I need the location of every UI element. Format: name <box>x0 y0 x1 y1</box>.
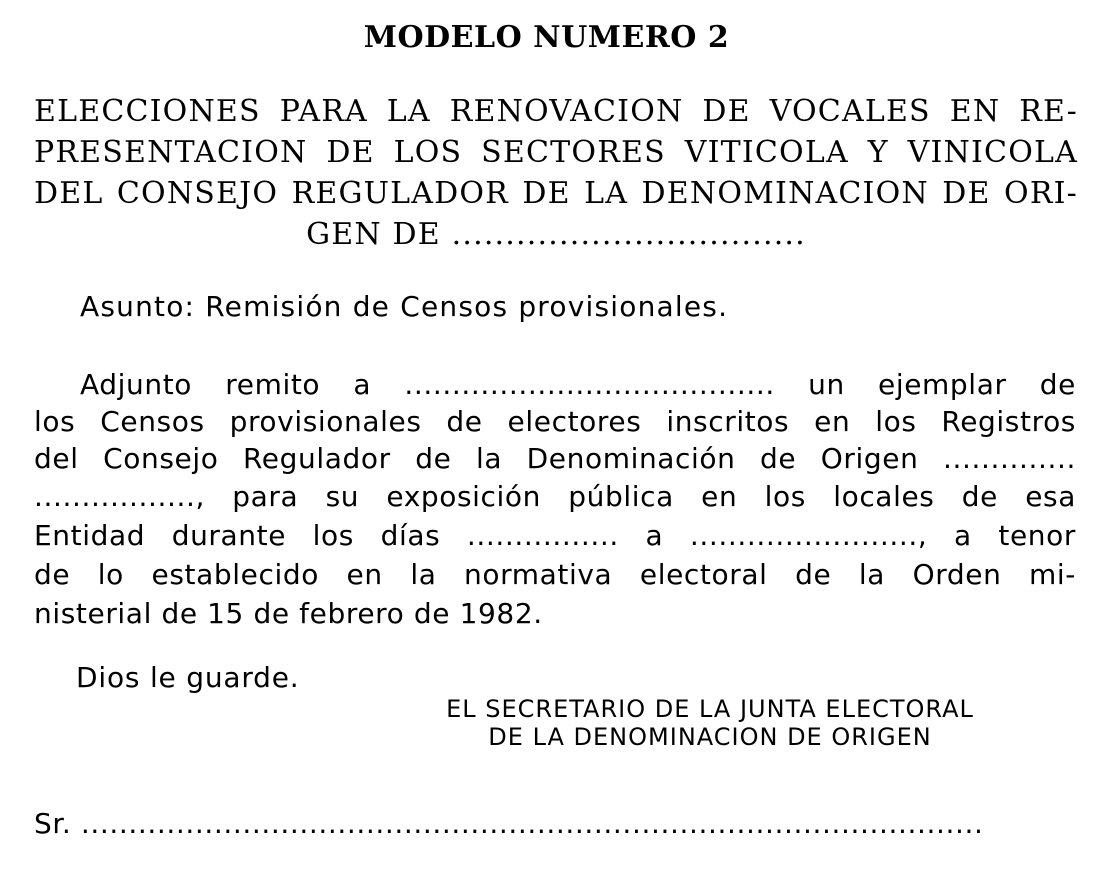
body-line-7: nisterial de 15 de febrero de 1982. <box>34 597 543 630</box>
model-title: MODELO NUMERO 2 <box>363 20 730 55</box>
body-line-4: ................., para su exposición pública en los locales de esa <box>34 480 1076 513</box>
signature-line-2: DE LA DENOMINACION DE ORIGEN <box>488 723 932 751</box>
body-line-1: Adjunto remito a ....................................... un ejemplar de <box>80 368 1076 401</box>
body-line-5: Entidad durante los días ................ a ........................, a tenor <box>34 519 1076 552</box>
body-line-3: del Consejo Regulador de la Denominación de Origen .............. <box>34 442 1076 475</box>
heading-line-4: GEN DE ................................. <box>306 217 806 252</box>
signature-line-1: EL SECRETARIO DE LA JUNTA ELECTORAL <box>446 695 974 723</box>
body-line-2: los Censos provisionales de electores inscritos en los Registros <box>34 405 1076 438</box>
addressee-line: Sr. ............................................................................................... <box>34 807 984 840</box>
body-line-6: de lo establecido en la normativa electoral de la Orden mi- <box>34 558 1076 591</box>
heading-line-1: ELECCIONES PARA LA RENOVACION DE VOCALES EN RE- <box>34 94 1078 129</box>
subject-line: Asunto: Remisión de Censos provisionales. <box>80 290 729 323</box>
heading-line-2: PRESENTACION DE LOS SECTORES VITICOLA Y VINICOLA <box>34 135 1078 170</box>
heading-line-3: DEL CONSEJO REGULADOR DE LA DENOMINACION DE ORI- <box>34 176 1078 211</box>
closing-salutation: Dios le guarde. <box>76 661 300 694</box>
